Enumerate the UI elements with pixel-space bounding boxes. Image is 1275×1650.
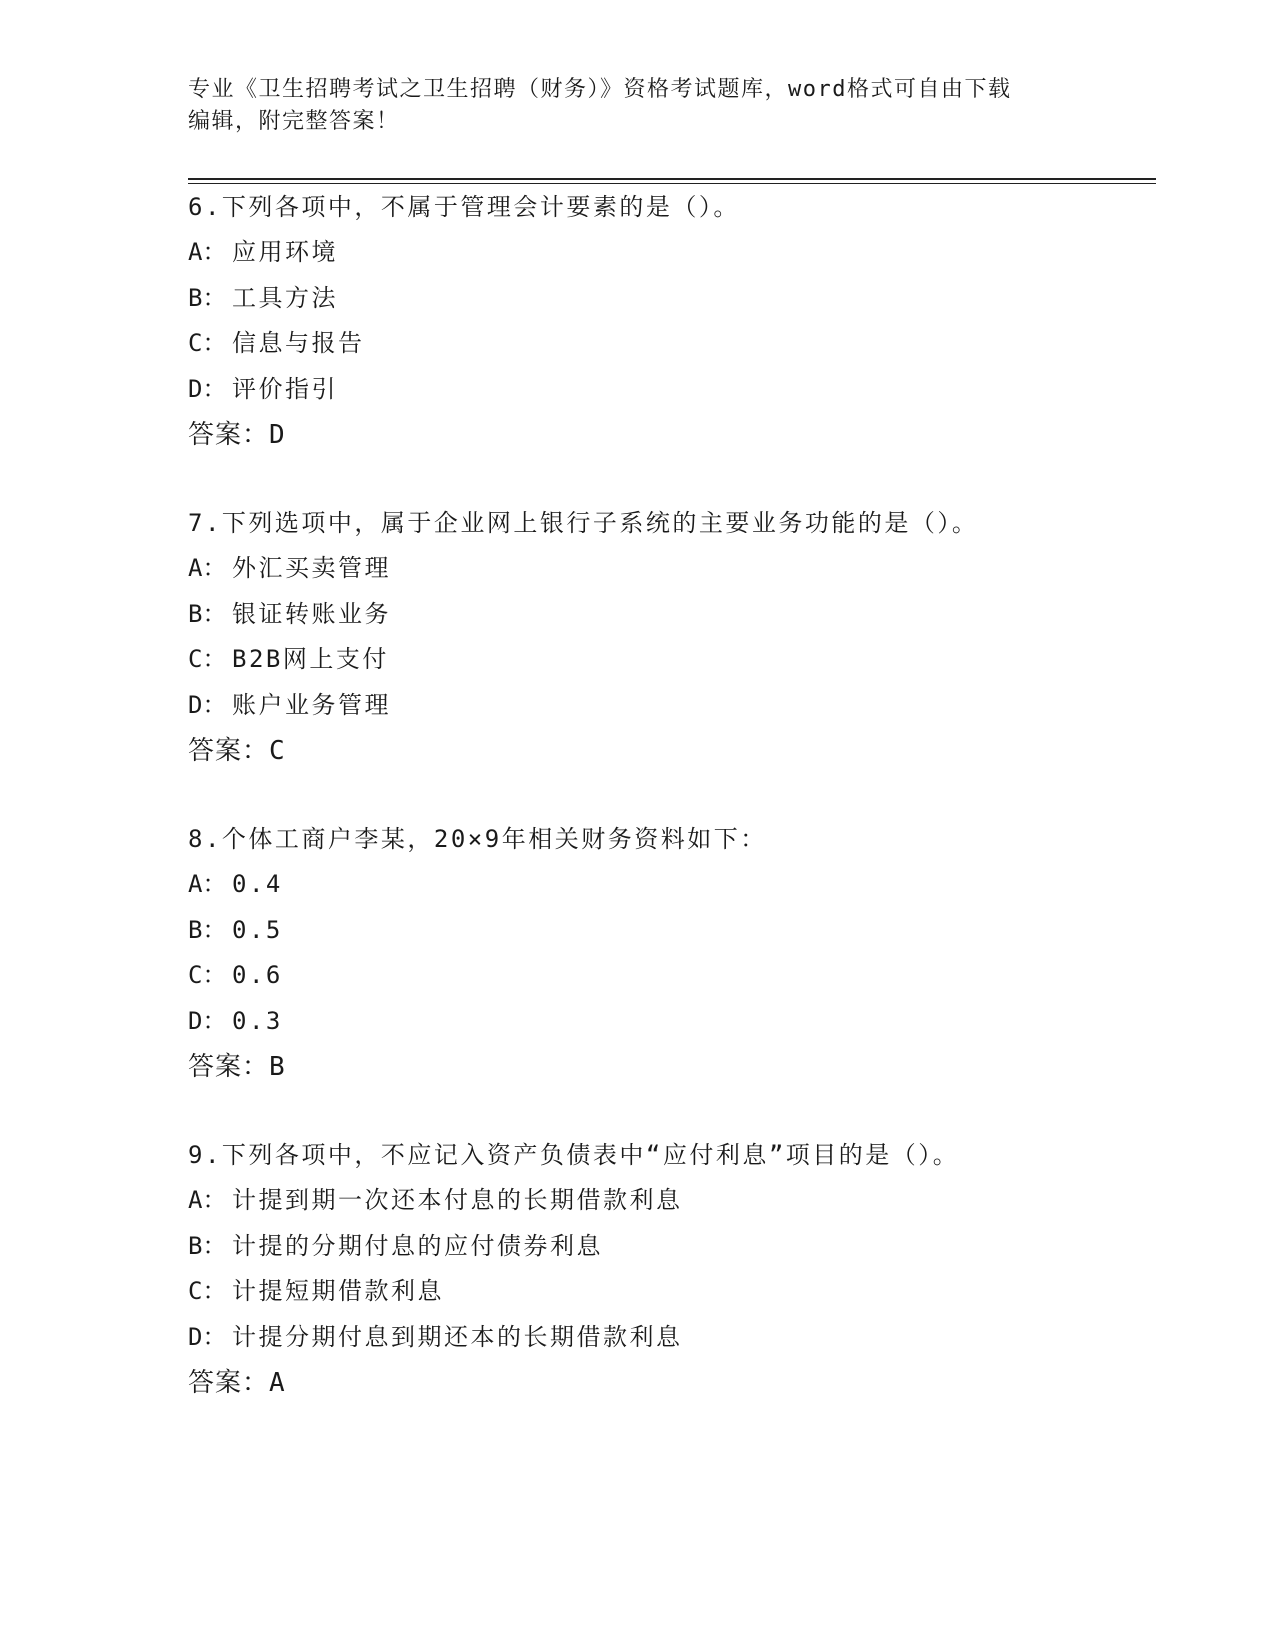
option-a [188, 862, 1168, 908]
option-text: 信息与报告 [232, 329, 365, 357]
question-text: 8.个体工商户李某，20×9年相关财务资料如下： [188, 825, 767, 853]
option-key: C： [188, 1277, 227, 1305]
option-text: 外汇买卖管理 [232, 554, 391, 582]
answer [188, 1044, 1168, 1090]
answer-label: 答案： [188, 1052, 270, 1082]
answer [188, 728, 1168, 774]
option-key: B： [188, 1231, 227, 1260]
option-a [188, 1178, 1168, 1224]
option-text: 0.4 [232, 870, 283, 898]
question-7 [188, 500, 1168, 774]
option-text: 0.3 [232, 1006, 283, 1035]
option-d [188, 683, 1168, 729]
option-key: D： [188, 374, 227, 403]
header-divider-top [188, 178, 1156, 180]
question-9 [188, 1132, 1168, 1406]
option-text: 银证转账业务 [232, 599, 391, 628]
option-b [188, 908, 1168, 954]
answer [188, 412, 1168, 458]
option-key: D： [188, 1322, 227, 1351]
answer-label: 答案： [188, 420, 270, 450]
option-key: B： [188, 915, 227, 944]
question-text: 9.下列各项中，不应记入资产负债表中“应付利息”项目的是（）。 [188, 1141, 960, 1169]
option-text: 账户业务管理 [232, 690, 391, 719]
option-key: A： [188, 870, 227, 898]
option-text: 计提的分期付息的应付债券利息 [232, 1231, 603, 1260]
document-header [188, 74, 1088, 138]
option-c [188, 637, 1168, 683]
answer-value: B [269, 1052, 286, 1082]
option-text: 0.6 [232, 961, 283, 989]
option-text: B2B网上支付 [232, 645, 389, 673]
option-text: 评价指引 [232, 374, 338, 403]
option-a [188, 230, 1168, 276]
option-key: D： [188, 690, 227, 719]
option-key: C： [188, 329, 227, 357]
question-text: 6.下列各项中，不属于管理会计要素的是（）。 [188, 193, 740, 221]
option-key: B： [188, 283, 227, 312]
header-line-1: 专业《卫生招聘考试之卫生招聘（财务）》资格考试题库，word格式可自由下载 [188, 77, 1012, 102]
option-c [188, 321, 1168, 367]
option-key: A： [188, 238, 227, 266]
option-c [188, 953, 1168, 999]
option-text: 计提分期付息到期还本的长期借款利息 [232, 1322, 683, 1351]
option-d [188, 367, 1168, 413]
option-text: 计提短期借款利息 [232, 1277, 444, 1305]
option-key: D： [188, 1006, 227, 1035]
option-c [188, 1269, 1168, 1315]
option-b [188, 1224, 1168, 1270]
option-b [188, 276, 1168, 322]
header-line-2: 编辑，附完整答案！ [188, 109, 400, 134]
option-b [188, 592, 1168, 638]
answer [188, 1360, 1168, 1406]
option-d [188, 1315, 1168, 1361]
answer-label: 答案： [188, 736, 270, 766]
question-6 [188, 184, 1168, 458]
option-key: A： [188, 1186, 227, 1214]
option-key: A： [188, 554, 227, 582]
question-text: 7.下列选项中，属于企业网上银行子系统的主要业务功能的是（）。 [188, 509, 979, 537]
option-text: 应用环境 [232, 238, 338, 266]
option-text: 0.5 [232, 915, 283, 944]
option-text: 计提到期一次还本付息的长期借款利息 [232, 1186, 683, 1214]
option-key: C： [188, 961, 227, 989]
option-key: C： [188, 645, 227, 673]
answer-value: A [269, 1368, 286, 1398]
option-key: B： [188, 599, 227, 628]
answer-value: D [269, 420, 286, 450]
option-text: 工具方法 [232, 283, 338, 312]
option-a [188, 546, 1168, 592]
option-d [188, 999, 1168, 1045]
answer-value: C [269, 736, 286, 766]
answer-label: 答案： [188, 1368, 270, 1398]
question-8 [188, 816, 1168, 1090]
